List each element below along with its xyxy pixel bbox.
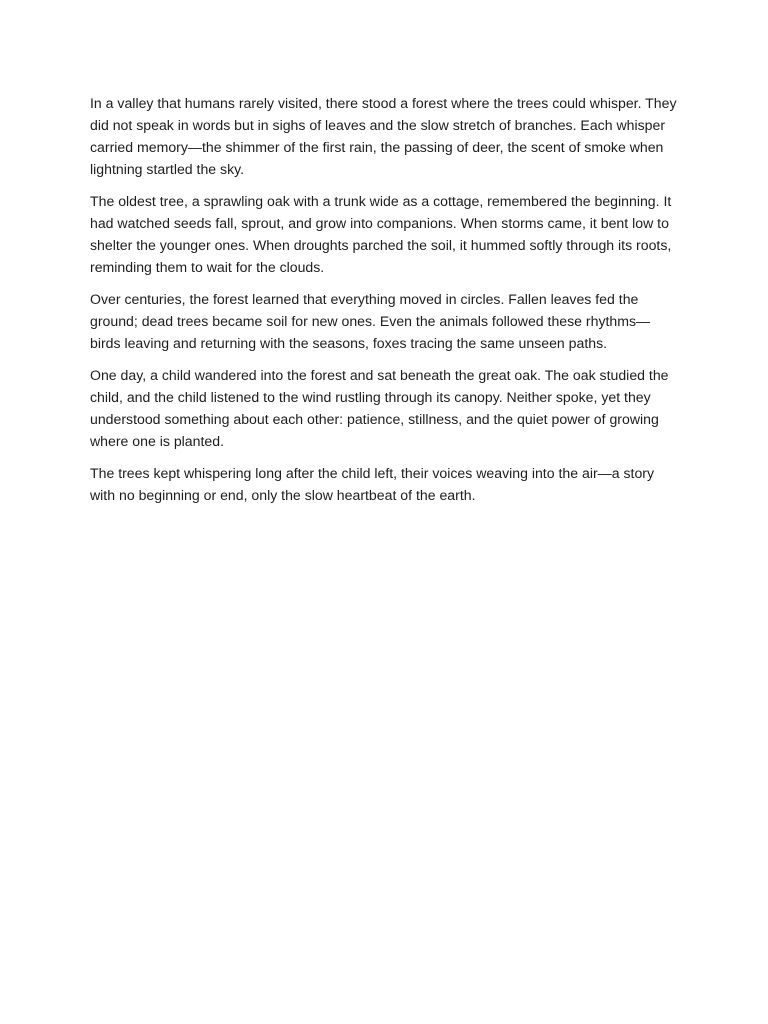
paragraph-1: In a valley that humans rarely visited, there stood a forest where the trees could whisper. They did not speak in words but in sighs of leaves and the slow stretch of branches. Each whisper carried memory—the shimmer of the first rain, the passing of deer, the scent of smoke when lightning startled the sky. [90,95,677,177]
paragraph-5: The trees kept whispering long after the child left, their voices weaving into the air—a story with no beginning or end, only the slow heartbeat of the earth. [90,465,655,503]
document-body [90,92,680,516]
paragraph-4: One day, a child wandered into the forest and sat beneath the great oak. The oak studied the child, and the child listened to the wind rustling through its canopy. Neither spoke, yet they understood something about each other: patience, stillness, and the quiet power of growing where one is planted. [90,367,669,449]
paragraph-2: The oldest tree, a sprawling oak with a trunk wide as a cottage, remembered the beginning. It had watched seeds fall, sprout, and grow into companions. When storms came, it bent low to shelter the younger ones. When droughts parched the soil, it hummed softly through its roots, reminding them to wait for the clouds. [90,193,672,275]
paragraph-3: Over centuries, the forest learned that everything moved in circles. Fallen leaves fed the ground; dead trees became soil for new ones. Even the animals followed these rhythms—birds leaving and returning with the seasons, foxes tracing the same unseen paths. [90,291,651,351]
